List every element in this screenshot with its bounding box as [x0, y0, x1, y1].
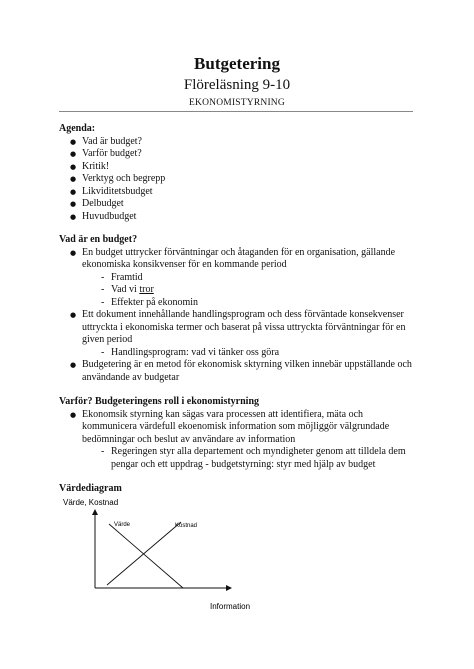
- vad-bullet-3: ● Budgetering är en metod för ekonomisk sktyrning vilken innebär uppställande och användande av budgetar: [59, 359, 419, 384]
- document-title: Butgetering: [194, 54, 280, 73]
- vad-dash-handlingsprogram: - Handlingsprogram: vad vi tänker oss göra: [59, 347, 419, 360]
- vad-dash-tror-underlined: tror: [139, 284, 154, 295]
- varfor-bullet-1: ● Ekonomsik styrning kan sägas vara processen att identifiera, mäta och kommunicera värdefull ekoenomisk information som möjliggör välgrundade bedömningar och beslut av användare av information: [59, 409, 419, 447]
- x-axis-label: Information: [210, 601, 251, 611]
- value-diagram: [59, 496, 289, 614]
- agenda-item: ● Varför budget?: [59, 148, 419, 161]
- varfor-list: [59, 409, 419, 472]
- section-heading-vad: Vad är en budget?: [59, 234, 138, 245]
- vad-dash-tror: [59, 284, 419, 297]
- varfor-dash-regeringen: - Regeringen styr alla departement och myndigheter genom att tilldela dem pengar och ett uppdrag - budgetstyrning: styr med hjälp av budget: [59, 446, 419, 471]
- y-axis-label: Värde, Kostnad: [63, 497, 119, 507]
- title-divider: [59, 111, 413, 112]
- vad-bullet-1: ● En budget uttrycker förväntningar och åtaganden för en organisation, gällande ekonomiska konsikvenser för en kommande period: [59, 247, 419, 272]
- document-subtitle: Flöreläsning 9-10: [183, 77, 291, 93]
- agenda-heading: Agenda:: [59, 123, 96, 134]
- value-diagram-svg: [59, 496, 289, 614]
- section-heading-vardediagram: Värdediagram: [59, 483, 122, 494]
- vad-list: [59, 247, 419, 385]
- agenda-item: ● Verktyg och begrepp: [59, 173, 419, 186]
- section-heading-varfor: Varför? Budgeteringens roll i ekonomistyrning: [59, 396, 260, 407]
- agenda-item: ● Huvudbudget: [59, 211, 419, 224]
- vad-dash-effekter: - Effekter på ekonomin: [59, 297, 419, 310]
- value-line-label: Värde: [114, 521, 131, 528]
- cost-line-label: Kostnad: [175, 522, 198, 529]
- cost-line: [109, 521, 183, 588]
- vad-dash-framtid: - Framtid: [59, 272, 419, 285]
- agenda-item: ● Likviditetsbudget: [59, 186, 419, 199]
- vad-dash-tror-prefix: Vad vi: [111, 284, 140, 295]
- document-body: [59, 123, 419, 614]
- agenda-item: ● Kritik!: [59, 161, 419, 174]
- document-department: EKONOMISTYRNING: [189, 98, 285, 108]
- vad-bullet-2: ● Ett dokument innehållande handlingsprogram och dess förväntade konsekvenser uttryckta i ekonomiska termer och baserat på vissa uttryckta förväntningar för en given period: [59, 309, 419, 347]
- agenda-item: ● Vad är budget?: [59, 136, 419, 149]
- agenda-item: ● Delbudget: [59, 198, 419, 211]
- agenda-list: [59, 136, 419, 224]
